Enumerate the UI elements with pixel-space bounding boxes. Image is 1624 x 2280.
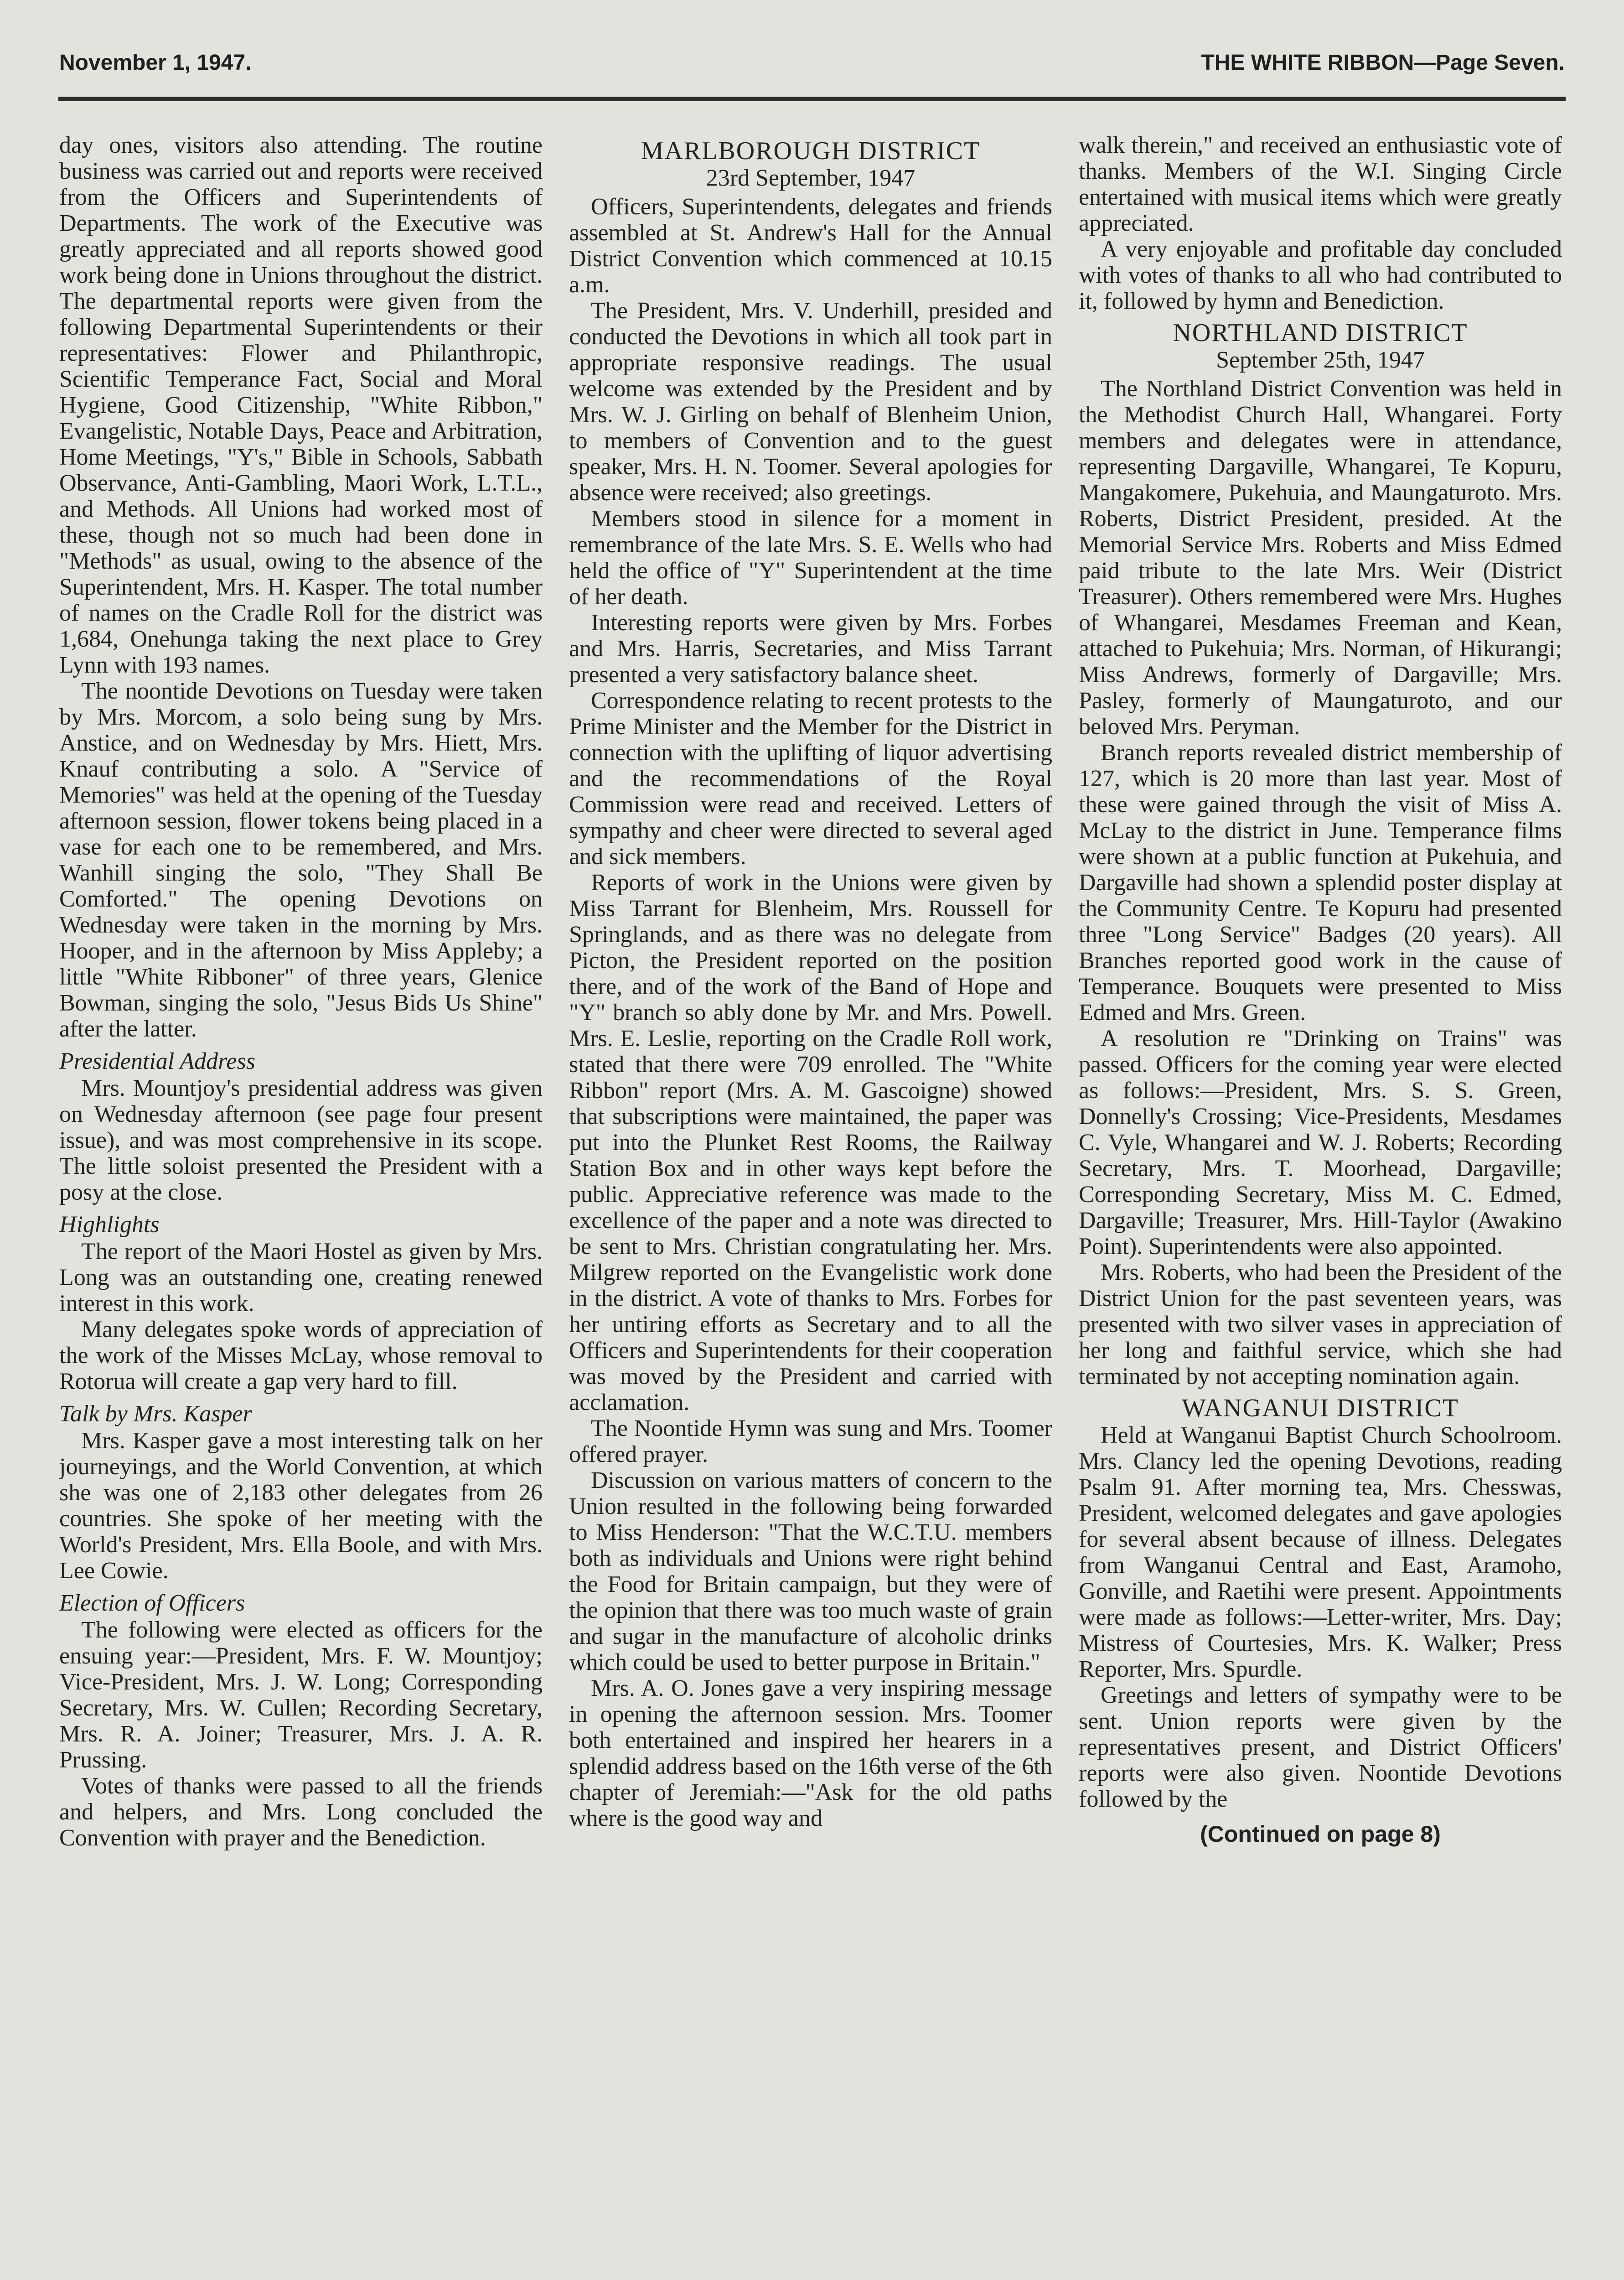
header-rule (58, 97, 1566, 101)
page-header (59, 46, 1565, 82)
paragraph: Held at Wanganui Baptist Church Schoolroom. Mrs. Clancy led the opening Devotions, reading Psalm 91. After morning tea, Mrs. Chesswas, President, welcomed delegates and gave apologies for several absent because of illness. Delegates from Wanganui Central and East, Aramoho, Gonville, and Raetihi were present. Appointments were made as follows:—Letter-writer, Mrs. Day; Mistress of Courtesies, Mrs. K. Walker; Press Reporter, Mrs. Spurdle. (1079, 1422, 1562, 1682)
subheading-talk: Talk by Mrs. Kasper (59, 1401, 252, 1427)
paragraph: Members stood in silence for a moment in remembrance of the late Mrs. S. E. Wells who had held the office of "Y" Superintendent at the time of her death. (569, 506, 1052, 610)
paragraph: The Northland District Convention was held in the Methodist Church Hall, Whangarei. Forty members and delegates were in attendance, representing Dargaville, Whangarei, Te Kopuru, Mangakomere, Pukehuia, and Maungaturoto. Mrs. Roberts, District President, presided. At the Memorial Service Mrs. Roberts and Miss Edmed paid tribute to the late Mrs. Weir (District Treasurer). Others remembered were Mrs. Hughes of Whangarei, Mesdames Freeman and Kean, attached to Pukehuia; Mrs. Norman, of Hikurangi; Miss Andrews, formerly of Dargaville; Mrs. Pasley, formerly of Maungaturoto, and our beloved Mrs. Peryman. (1079, 376, 1562, 740)
continued-note: (Continued on page 8) (1200, 1821, 1441, 1847)
paragraph: The following were elected as officers for the ensuing year:—President, Mrs. F. W. Mountjoy; Vice-President, Mrs. J. W. Long; Corresponding Secretary, Mrs. W. Cullen; Recording Secretary, Mrs. R. A. Joiner; Treasurer, Mrs. J. A. R. Prussing. (59, 1617, 543, 1773)
paragraph: Mrs. Kasper gave a most interesting talk on her journeyings, and the World Convention, at which she was one of 2,183 other delegates from 26 countries. She spoke of her meeting with the World's President, Mrs. Ella Boole, and with Mrs. Lee Cowie. (59, 1428, 543, 1584)
paragraph: Mrs. Roberts, who had been the President of the District Union for the past seventeen years, was presented with two silver vases in appreciation of her long and faithful service, which she had terminated by not accepting nomination again. (1079, 1259, 1562, 1389)
column-2 (569, 132, 1052, 2280)
paragraph: The President, Mrs. V. Underhill, presided and conducted the Devotions in which all took part in appropriate responsive readings. The usual welcome was extended by the President and by Mrs. W. J. Girling on behalf of Blenheim Union, to members of Convention and to the guest speaker, Mrs. H. N. Toomer. Several apologies for absence were received; also greetings. (569, 298, 1052, 506)
paragraph: Branch reports revealed district membership of 127, which is 20 more than last year. Most of these were gained through the visit of Miss A. McLay to the district in June. Temperance films were shown at a public function at Pukehuia, and Dargaville had shown a splendid poster display at the Community Centre. Te Kopuru had presented three "Long Service" Badges (20 years). All Branches reported good work in the cause of Temperance. Bouquets were presented to Miss Edmed and Mrs. Green. (1079, 740, 1562, 1026)
district-heading-marlborough: MARLBOROUGH DISTRICT (641, 137, 981, 165)
publication-title: THE WHITE RIBBON—Page Seven. (1201, 51, 1565, 75)
district-date: 23rd September, 1947 (706, 165, 915, 191)
subheading-election: Election of Officers (59, 1590, 245, 1616)
paragraph: Many delegates spoke words of appreciation of the work of the Misses McLay, whose removal to Rotorua will create a gap very hard to fill. (59, 1316, 543, 1394)
paragraph: walk therein," and received an enthusiastic vote of thanks. Members of the W.I. Singing Circle entertained with musical items which were greatly appreciated. (1079, 132, 1562, 236)
paragraph: Mrs. Mountjoy's presidential address was given on Wednesday afternoon (see page four present issue), and was most comprehensive in its scope. The little soloist presented the President with a posy at the close. (59, 1075, 543, 1205)
paragraph: Reports of work in the Unions were given by Miss Tarrant for Blenheim, Mrs. Roussell for Springlands, and as there was no delegate from Picton, the President reported on the position there, and of the work of the Band of Hope and "Y" branch so ably done by Mr. and Mrs. Powell. Mrs. E. Leslie, reporting on the Cradle Roll work, stated that there were 709 enrolled. The "White Ribbon" report (Mrs. A. M. Gascoigne) showed that subscriptions were maintained, the paper was put into the Plunket Rest Rooms, the Railway Station Box and in other ways kept before the public. Appreciative reference was made to the excellence of the paper and a note was directed to be sent to Mrs. Christian congratulating her. Mrs. Milgrew reported on the Evangelistic work done in the district. A vote of thanks to Mrs. Forbes for her untiring efforts as Secretary and to all the Officers and Superintendents for their cooperation was moved by the President and carried with acclamation. (569, 870, 1052, 1415)
paragraph: day ones, visitors also attending. The routine business was carried out and reports were received from the Officers and Superintendents of Departments. The work of the Executive was greatly appreciated and all reports showed good work being done in Unions throughout the district. The departmental reports were given from the following Departmental Superintendents or their representatives: Flower and Philanthropic, Scientific Temperance Fact, Social and Moral Hygiene, Good Citizenship, "White Ribbon," Evangelistic, Notable Days, Peace and Arbitration, Home Meetings, "Y's," Bible in Schools, Sabbath Observance, Anti-Gambling, Maori Work, L.T.L., and Methods. All Unions had worked most of these, though not so much had been done in "Methods" as usual, owing to the absence of the Superintendent, Mrs. H. Kasper. The total number of names on the Cradle Roll for the district was 1,684, Onehunga taking the next place to Grey Lynn with 193 names. (59, 132, 543, 678)
district-heading-northland: NORTHLAND DISTRICT (1173, 319, 1468, 347)
paragraph: Correspondence relating to recent protests to the Prime Minister and the Member for the District in connection with the uplifting of liquor advertising and the recommendations of the Royal Commission were read and received. Letters of sympathy and cheer were directed to several aged and sick members. (569, 688, 1052, 870)
paragraph: A very enjoyable and profitable day concluded with votes of thanks to all who had contributed to it, followed by hymn and Benediction. (1079, 236, 1562, 314)
district-date: September 25th, 1947 (1216, 347, 1425, 373)
paragraph: Officers, Superintendents, delegates and friends assembled at St. Andrew's Hall for the Annual District Convention which commenced at 10.15 a.m. (569, 194, 1052, 298)
column-3 (1079, 132, 1562, 2280)
paragraph: The noontide Devotions on Tuesday were taken by Mrs. Morcom, a solo being sung by Mrs. Anstice, and on Wednesday by Mrs. Hiett, Mrs. Knauf contributing a solo. A "Service of Memories" was held at the opening of the Tuesday afternoon session, flower tokens being placed in a vase for each one to be remembered, and Mrs. Wanhill singing the solo, "They Shall Be Comforted." The opening Devotions on Wednesday were taken in the morning by Mrs. Hooper, and in the afternoon by Miss Appleby; a little "White Ribboner" of three years, Glenice Bowman, singing the solo, "Jesus Bids Us Shine" after the latter. (59, 678, 543, 1042)
paragraph: Discussion on various matters of concern to the Union resulted in the following being forwarded to Miss Henderson: "That the W.C.T.U. members both as individuals and Unions were right behind the Food for Britain campaign, but they were of the opinion that there was too much waste of grain and sugar in the manufacture of alcoholic drinks which could be used to better purpose in Britain." (569, 1467, 1052, 1675)
paragraph: The report of the Maori Hostel as given by Mrs. Long was an outstanding one, creating renewed interest in this work. (59, 1238, 543, 1316)
district-heading-wanganui: WANGANUI DISTRICT (1182, 1394, 1459, 1422)
subheading-highlights: Highlights (59, 1212, 160, 1238)
paragraph: A resolution re "Drinking on Trains" was passed. Officers for the coming year were elected as follows:—President, Mrs. S. S. Green, Donnelly's Crossing; Vice-Presidents, Mesdames C. Vyle, Whangarei and W. J. Roberts; Recording Secretary, Mrs. T. Moorhead, Dargaville; Corresponding Secretary, Miss M. C. Edmed, Dargaville; Treasurer, Mrs. Hill-Taylor (Awakino Point). Superintendents were also appointed. (1079, 1026, 1562, 1259)
paragraph: Votes of thanks were passed to all the friends and helpers, and Mrs. Long concluded the Convention with prayer and the Benediction. (59, 1773, 543, 1851)
issue-date: November 1, 1947. (59, 51, 252, 75)
paragraph: Mrs. A. O. Jones gave a very inspiring message in opening the afternoon session. Mrs. Toomer both entertained and inspired her hearers in a splendid address based on the 16th verse of the 6th chapter of Jeremiah:—"Ask for the old paths where is the good way and (569, 1675, 1052, 1831)
column-1 (59, 132, 543, 2280)
subheading-presidential-address: Presidential Address (59, 1048, 255, 1074)
paragraph: The Noontide Hymn was sung and Mrs. Toomer offered prayer. (569, 1415, 1052, 1467)
paragraph: Interesting reports were given by Mrs. Forbes and Mrs. Harris, Secretaries, and Miss Tarrant presented a very satisfactory balance sheet. (569, 610, 1052, 688)
paragraph: Greetings and letters of sympathy were to be sent. Union reports were given by the representatives present, and District Officers' reports were also given. Noontide Devotions followed by the (1079, 1682, 1562, 1812)
